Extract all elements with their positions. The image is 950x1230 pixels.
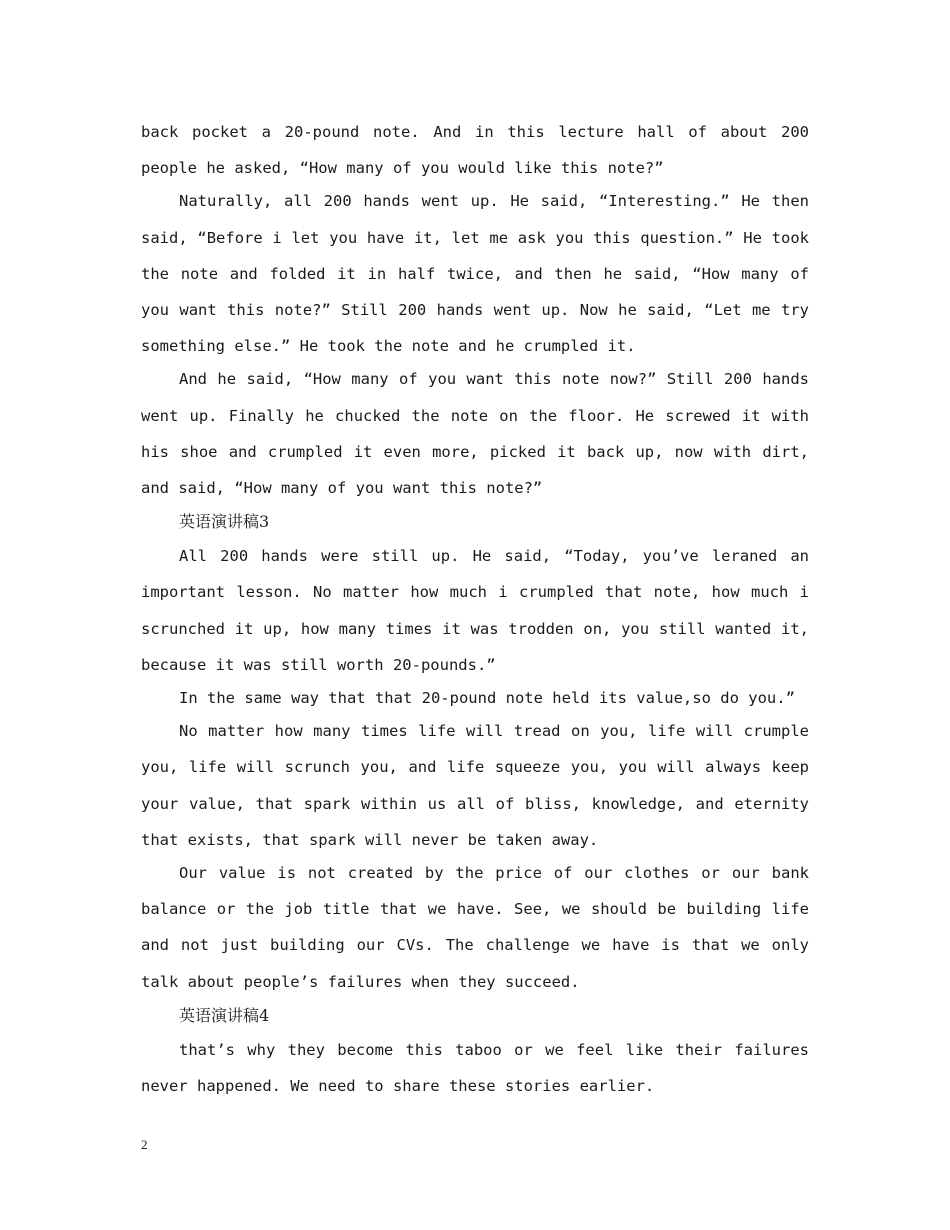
paragraph-1: back pocket a 20-pound note. And in this lecture hall of about 200 people he asked, “How many of you would like this note?”: [141, 123, 809, 178]
section-heading-4: 英语演讲稿4: [179, 1005, 270, 1025]
paragraph-2: Naturally, all 200 hands went up. He said, “Interesting.” He then said, “Before i let you have it, let me ask you this question.” He took the note and folded it in half twice, and then he said, “How many of you want this note?” Still 200 hands went up. Now he said, “Let me try something else.” He took the note and he crumpled it.: [141, 192, 809, 356]
section-heading-3: 英语演讲稿3: [179, 512, 270, 532]
paragraph-5: In the same way that that 20-pound note held its value,so do you.”: [179, 689, 795, 708]
paragraph-8: that’s why they become this taboo or we feel like their failures never happened. We need to share these stories earlier.: [141, 1040, 809, 1096]
document-body: [141, 114, 809, 1104]
paragraph-4: All 200 hands were still up. He said, “Today, you’ve leraned an important lesson. No matter how much i crumpled that note, how much i scrunched it up, how many times it was trodden on, you still wanted it, because it was still worth 20-pounds.”: [141, 547, 809, 674]
paragraph-6: No matter how many times life will tread on you, life will crumple you, life will scrunch you, and life squeeze you, you will always keep your value, that spark within us all of bliss, knowledge, and eternity that exists, that spark will never be taken away.: [141, 722, 809, 849]
paragraph-3: And he said, “How many of you want this note now?” Still 200 hands went up. Finally he chucked the note on the floor. He screwed it with his shoe and crumpled it even more, picked it back up, now with dirt, and said, “How many of you want this note?”: [141, 370, 809, 498]
page-number: 2: [141, 1137, 148, 1152]
paragraph-7: Our value is not created by the price of our clothes or our bank balance or the job title that we have. See, we should be building life and not just building our CVs. The challenge we have is that we only talk about people’s failures when they succeed.: [141, 864, 809, 991]
